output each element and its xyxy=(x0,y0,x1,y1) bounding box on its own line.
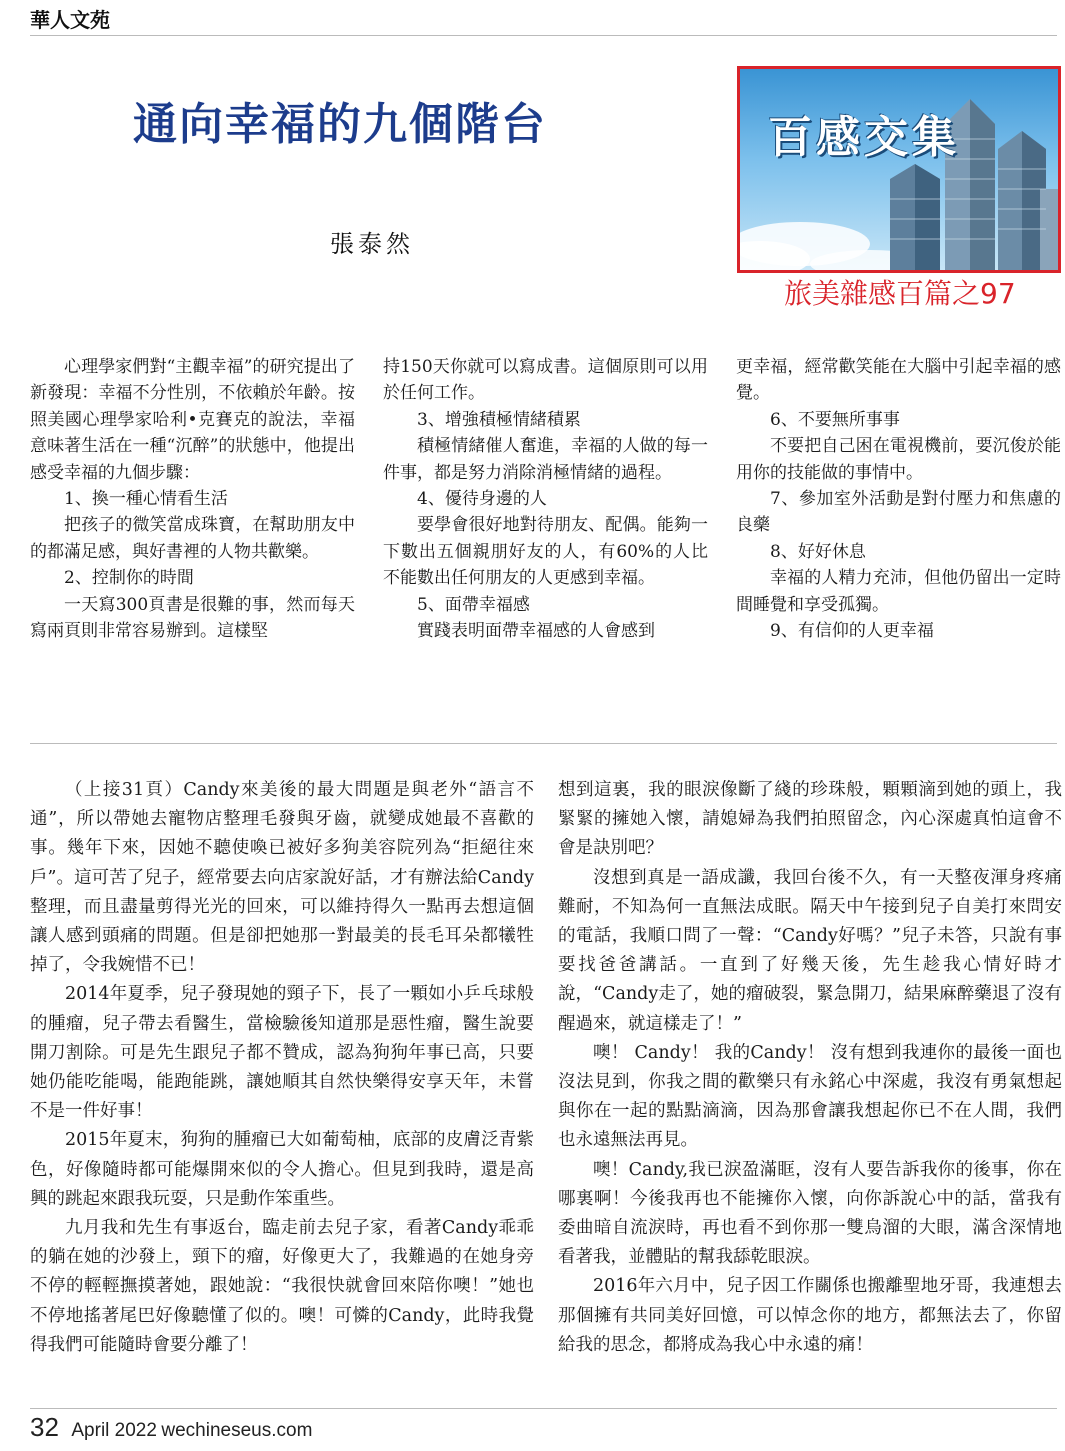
story-column-1 xyxy=(30,776,534,1360)
skyscraper-illustration xyxy=(740,69,1061,273)
step-heading: 3、增強積極情緒積累 xyxy=(417,409,581,430)
paragraph: 2016年六月中，兒子因工作關係也搬離聖地牙哥，我連想去那個擁有共同美好回憶，可以悼念你的地方，都無法去了，你留給我的思念，都將成為我心中永遠的痛！ xyxy=(558,1276,1062,1355)
paragraph: 心理學家們對“主觀幸福”的研究提出了新發現：幸福不分性別，不依賴於年齡。按照美國心理學家哈利•克賽克的說法，幸福意味著生活在一種“沉醉”的狀態中，他提出感受幸福的九個步驟： xyxy=(30,357,355,483)
page-footer xyxy=(30,1412,312,1443)
article-column-1 xyxy=(30,354,355,644)
step-heading: 9、有信仰的人更幸福 xyxy=(770,621,934,642)
paragraph: 噢！ Candy！ 我的Candy！ 沒有想到我連你的最後一面也沒法見到，你我之間的歡樂只有永銘心中深處，我沒有勇氣想起與你在一起的點點滴滴，因為那會讓我想起你已不在人間，我們也永遠無法再見。 xyxy=(558,1042,1062,1151)
paragraph: 沒想到真是一語成讖，我回台後不久，有一天整夜渾身疼痛難耐，不知為何一直無法成眠。隔天中午接到兒子自美打來問安的電話，我順口問了一聲：“Candy好嗎？”兒子未答，只說有事要找爸爸講話。一直到了好幾天後，先生趁我心情好時才說，“Candy走了，她的瘤破裂，緊急開刀，結果麻醉藥退了沒有醒過來，就這樣走了！” xyxy=(558,867,1062,1034)
step-heading: 2、控制你的時間 xyxy=(64,568,194,589)
article-column-2 xyxy=(383,354,708,644)
banner-title: 百感交集 xyxy=(768,112,960,163)
paragraph: 2014年夏季，兒子發現她的頸子下，長了一顆如小乒乓球般的腫瘤，兒子帶去看醫生，當檢驗後知道那是惡性瘤，醫生說要開刀割除。可是先生跟兒子都不贊成，認為狗狗年事已高，只要她仍能吃能喝，能跑能跳，讓她順其自然快樂得安享天年，未嘗不是一件好事！ xyxy=(30,984,534,1122)
step-heading: 1、換一種心情看生活 xyxy=(64,489,228,510)
paragraph: 更幸福，經常歡笑能在大腦中引起幸福的感覺。 xyxy=(736,357,1061,404)
paragraph: 想到這裏，我的眼淚像斷了綫的珍珠般，顆顆滴到她的頭上，我緊緊的擁她入懷，請媳婦為我們拍照留念，內心深處真怕這會不會是訣別吧？ xyxy=(558,780,1062,859)
section-divider xyxy=(30,743,1057,744)
paragraph: 幸福的人精力充沛，但他仍留出一定時間睡覺和享受孤獨。 xyxy=(736,568,1061,615)
paragraph: 一天寫300頁書是很難的事，然而每天寫兩頁則非常容易辦到。這樣堅 xyxy=(30,594,355,642)
issue-date: April 2022 xyxy=(71,1420,157,1441)
paragraph: 噢！Candy,我已淚盈滿眶，沒有人要告訴我你的後事，你在哪裏啊！今後我再也不能擁你入懷，向你訴說心中的話，當我有委曲暗自流淚時，再也看不到你那一雙烏溜的大眼，滿含深情地看著我，並體貼的幫我舔乾眼淚。 xyxy=(558,1159,1062,1268)
step-heading: 4、優待身邊的人 xyxy=(417,489,547,510)
step-heading: 8、好好休息 xyxy=(770,541,866,562)
paragraph: 把孩子的微笑當成珠寶，在幫助朋友中的都滿足感，與好書裡的人物共歡樂。 xyxy=(30,515,355,562)
paragraph: 2015年夏末，狗狗的腫瘤已大如葡萄柚，底部的皮膚泛青紫色，好像隨時都可能爆開來似的令人擔心。但見到我時，還是高興的跳起來跟我玩耍，只是動作笨重些。 xyxy=(30,1130,534,1209)
series-label: 旅美雜感百篇之97 xyxy=(784,277,1016,310)
header-divider xyxy=(30,35,1057,36)
website: wechineseus.com xyxy=(161,1420,313,1441)
footer-divider xyxy=(30,1408,1057,1409)
column-banner xyxy=(737,66,1061,273)
article-column-3 xyxy=(736,354,1061,644)
paragraph: 積極情緒催人奮進，幸福的人做的每一件事，都是努力消除消極情緒的過程。 xyxy=(383,436,708,483)
step-heading: 7、參加室外活動是對付壓力和焦慮的良藥 xyxy=(736,489,1061,536)
paragraph: 九月我和先生有事返台，臨走前去兒子家，看著Candy乖乖的躺在她的沙發上，頸下的瘤，好像更大了，我難過的在她身旁不停的輕輕撫摸著她，跟她說：“我很快就會回來陪你噢！”她也不停地搖著尾巴好像聽懂了似的。噢！可憐的Candy，此時我覺得我們可能隨時會要分離了！ xyxy=(30,1218,534,1355)
paragraph: （上接31頁）Candy來美後的最大問題是與老外“語言不通”，所以帶她去寵物店整理毛發與牙齒，就變成她最不喜歡的事。幾年下來，因她不聽使喚已被好多狗美容院列為“拒絕往來戶”。這可苦了兒子，經常要去向店家說好話，才有辦法給Candy整理，而且盡量剪得光光的回來，可以維持得久一點再去想這個讓人感到頭痛的問題。但是卻把她那一對最美的長毛耳朵都犧牲掉了，令我婉惜不已！ xyxy=(30,780,534,976)
story-column-2 xyxy=(558,776,1062,1360)
paragraph: 持150天你就可以寫成書。這個原則可以用於任何工作。 xyxy=(383,357,708,404)
paragraph: 不要把自己困在電視機前，要沉俊於能用你的技能做的事情中。 xyxy=(736,436,1061,483)
paragraph: 實踐表明面帶幸福感的人會感到 xyxy=(417,621,655,642)
step-heading: 6、不要無所事事 xyxy=(770,409,900,430)
section-label: 華人文苑 xyxy=(30,8,110,32)
paragraph: 要學會很好地對待朋友、配偶。能夠一下數出五個親朋好友的人，有60%的人比不能數出任何朋友的人更感到幸福。 xyxy=(383,515,708,589)
step-heading: 5、面帶幸福感 xyxy=(417,594,530,615)
page-number: 32 xyxy=(30,1412,59,1442)
article-author: 張泰然 xyxy=(330,230,414,258)
article-title: 通向幸福的九個階台 xyxy=(133,99,547,150)
